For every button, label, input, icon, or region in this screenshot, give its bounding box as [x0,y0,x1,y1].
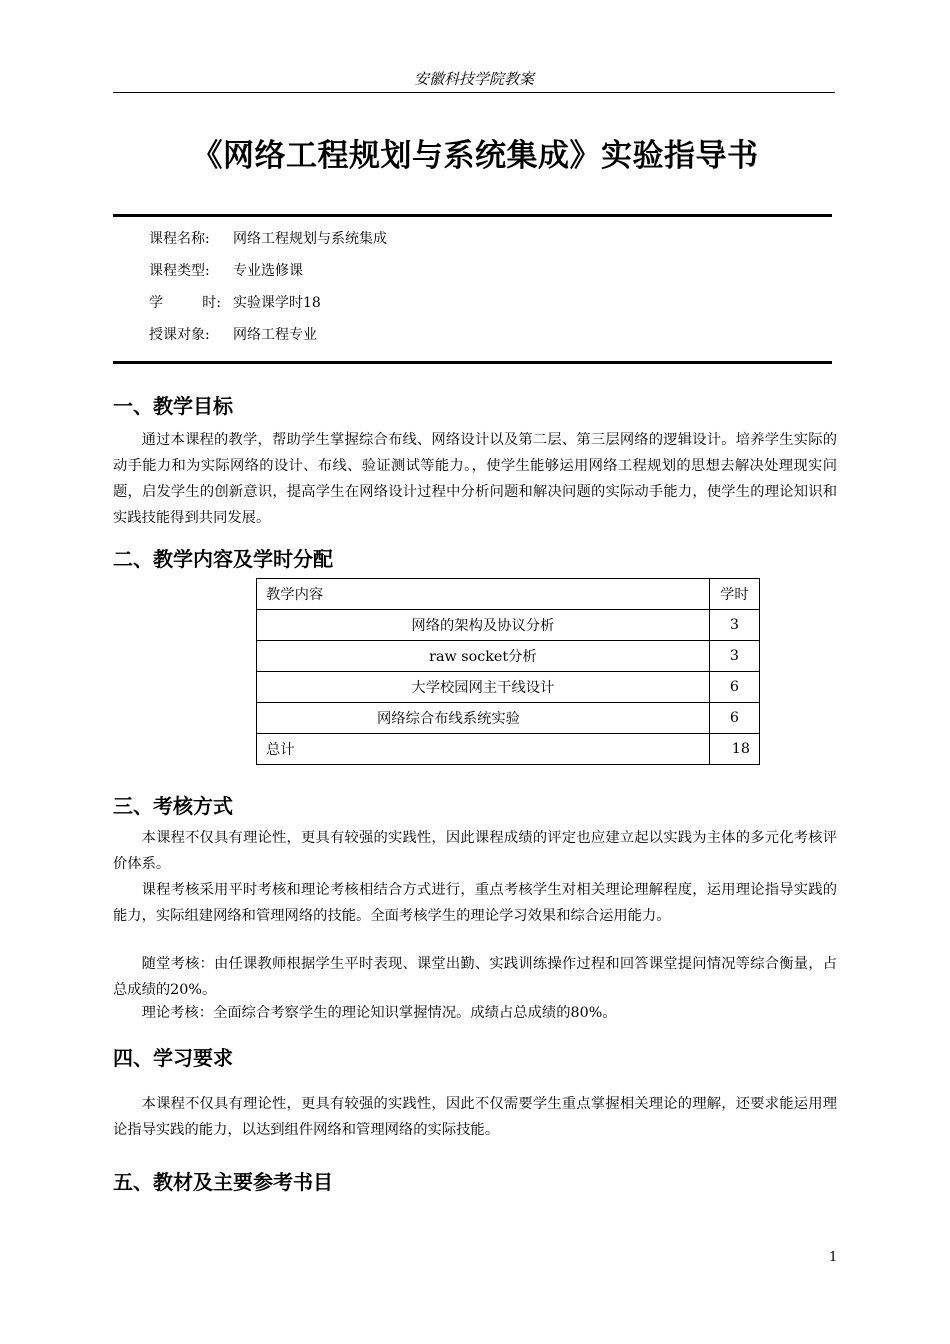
table-header-row [257,579,760,610]
section-5-heading: 五、教材及主要参考书目 [113,1170,333,1194]
section-4-heading: 四、学习要求 [113,1046,233,1070]
table-header-content: 教学内容 [257,579,710,610]
table-row [257,641,760,672]
info-row-course-type [149,260,387,292]
page-number: 1 [829,1250,838,1265]
section-2-heading: 二、教学内容及学时分配 [113,547,333,571]
section-3-heading: 三、考核方式 [113,794,233,818]
audience-label: 授课对象: [149,327,210,343]
section-3-para-1: 本课程不仅具有理论性，更具有较强的实践性，因此课程成绩的评定也应建立起以实践为主体的多元化考核评价体系。 [113,830,837,872]
hours-label [149,292,221,324]
info-row-audience [149,324,387,356]
table-total-hours: 18 [709,734,759,765]
table-cell-hours: 3 [709,610,759,641]
hours-label-a: 学 [149,295,163,311]
table-cell-hours: 6 [709,672,759,703]
table-cell-hours: 6 [709,703,759,734]
table-total-label: 总计 [257,734,710,765]
page-header: 安徽科技学院教案 [113,68,835,93]
course-name-label: 课程名称: [149,231,210,247]
table-header-hours: 学时 [709,579,759,610]
table-row [257,672,760,703]
section-3-para-2: 课程考核采用平时考核和理论考核相结合方式进行，重点考核学生对相关理论理解程度，运用理论指导实践的能力，实际组建网络和管理网络的技能。全面考核学生的理论学习效果和综合运用能力。 [113,882,837,924]
divider-bottom [113,361,832,364]
table-row [257,610,760,641]
course-info [149,228,387,356]
section-3-para-3: 随堂考核：由任课教师根据学生平时表现、课堂出勤、实践训练操作过程和回答课堂提问情况等综合衡量，占总成绩的20%。 [113,956,837,998]
course-type-label: 课程类型: [149,263,210,279]
course-type-value: 专业选修课 [233,263,303,279]
course-name-value: 网络工程规划与系统集成 [233,231,387,247]
section-1-text: 通过本课程的教学，帮助学生掌握综合布线、网络设计以及第二层、第三层网络的逻辑设计。培养学生实际的动手能力和为实际网络的设计、布线、验证测试等能力。，使学生能够运用网络工程规划的思想去解决处理现实问题，启发学生的创新意识，提高学生在网络设计过程中分析问题和解决问题的实际动手能力，使学生的理论知识和实践技能得到共同发展。 [113,432,837,526]
info-row-hours [149,292,387,324]
table-cell-content: raw socket分析 [257,641,710,672]
hours-value: 实验课学时18 [233,295,321,311]
section-4-text: 本课程不仅具有理论性，更具有较强的实践性，因此不仅需要学生重点掌握相关理论的理解，还要求能运用理论指导实践的能力，以达到组件网络和管理网络的实际技能。 [113,1096,837,1138]
audience-value: 网络工程专业 [233,327,317,343]
hours-table [256,578,760,765]
hours-label-b: 时: [202,295,221,311]
divider-top [113,214,832,217]
section-3-para-4: 理论考核：全面综合考察学生的理论知识掌握情况。成绩占总成绩的80%。 [141,1005,617,1021]
table-row [257,703,760,734]
table-cell-content: 大学校园网主干线设计 [257,672,710,703]
table-cell-hours: 3 [709,641,759,672]
document-title: 《网络工程规划与系统集成》实验指导书 [191,138,759,174]
table-total-row [257,734,760,765]
table-cell-content: 网络的架构及协议分析 [257,610,710,641]
info-row-course-name [149,228,387,260]
section-1-heading: 一、教学目标 [113,394,233,418]
table-cell-content: 网络综合布线系统实验 [257,703,710,734]
